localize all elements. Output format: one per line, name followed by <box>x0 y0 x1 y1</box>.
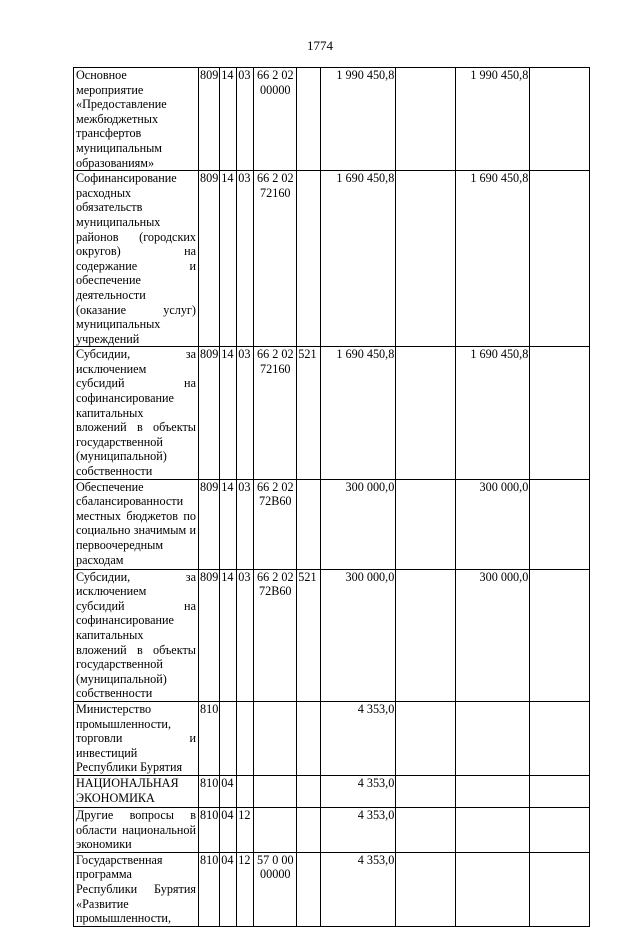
subsection-cell: 12 <box>237 852 254 926</box>
amount-extra-cell <box>530 807 590 852</box>
amount-extra-cell <box>530 569 590 701</box>
expense-type-cell <box>297 68 321 171</box>
target-article-cell: 66 2 02 72160 <box>254 347 297 479</box>
subsection-cell: 03 <box>237 171 254 347</box>
section-cell: 14 <box>220 569 237 701</box>
amount-federal-cell <box>396 68 456 171</box>
section-cell <box>220 701 237 775</box>
description-cell: Другие вопросы в области национальной экономики <box>74 807 199 852</box>
amount-extra-cell <box>530 347 590 479</box>
amount-regional-cell: 300 000,0 <box>456 479 530 569</box>
subsection-cell <box>237 775 254 807</box>
section-cell: 14 <box>220 479 237 569</box>
subsection-cell: 03 <box>237 68 254 171</box>
description-cell: Обеспечение сбалансированности местных бюджетов по социально значимым и первоочередным расходам <box>74 479 199 569</box>
amount-federal-cell <box>396 807 456 852</box>
grbs-cell: 809 <box>199 68 220 171</box>
page-number: 1774 <box>307 38 333 53</box>
table-row <box>74 852 590 926</box>
amount-extra-cell <box>530 68 590 171</box>
amount-regional-cell: 300 000,0 <box>456 569 530 701</box>
target-article-cell <box>254 701 297 775</box>
description-cell: Субсидии, за исключением субсидий на софинансирование капитальных вложений в объекты государственной (муниципальной) собственности <box>74 569 199 701</box>
table-row <box>74 171 590 347</box>
table-row <box>74 479 590 569</box>
target-article-cell <box>254 807 297 852</box>
subsection-cell: 03 <box>237 479 254 569</box>
grbs-cell: 810 <box>199 775 220 807</box>
grbs-cell: 810 <box>199 852 220 926</box>
amount-extra-cell <box>530 701 590 775</box>
grbs-cell: 809 <box>199 479 220 569</box>
target-article-cell: 66 2 02 72В60 <box>254 569 297 701</box>
table-row <box>74 569 590 701</box>
amount-regional-cell <box>456 701 530 775</box>
amount-extra-cell <box>530 775 590 807</box>
description-cell: Государственная программа Республики Бурятия «Развитие промышленности, <box>74 852 199 926</box>
grbs-cell: 810 <box>199 807 220 852</box>
section-cell: 04 <box>220 775 237 807</box>
subsection-cell <box>237 701 254 775</box>
section-cell: 04 <box>220 807 237 852</box>
amount-extra-cell <box>530 852 590 926</box>
expense-type-cell <box>297 807 321 852</box>
table-row <box>74 68 590 171</box>
subsection-cell: 03 <box>237 569 254 701</box>
amount-total-cell: 4 353,0 <box>321 807 396 852</box>
expense-type-cell: 521 <box>297 347 321 479</box>
amount-federal-cell <box>396 852 456 926</box>
description-cell: Софинансирование расходных обязательств муниципальных районов (городских округов) на содержание и обеспечение деятельности (оказание услуг) муниципальных учреждений <box>74 171 199 347</box>
target-article-cell: 66 2 02 00000 <box>254 68 297 171</box>
amount-regional-cell: 1 690 450,8 <box>456 347 530 479</box>
target-article-cell: 57 0 00 00000 <box>254 852 297 926</box>
grbs-cell: 809 <box>199 569 220 701</box>
budget-table <box>73 67 590 927</box>
amount-federal-cell <box>396 347 456 479</box>
amount-total-cell: 1 690 450,8 <box>321 171 396 347</box>
description-cell: Субсидии, за исключением субсидий на софинансирование капитальных вложений в объекты государственной (муниципальной) собственности <box>74 347 199 479</box>
section-cell: 14 <box>220 347 237 479</box>
amount-federal-cell <box>396 479 456 569</box>
amount-extra-cell <box>530 479 590 569</box>
amount-regional-cell <box>456 775 530 807</box>
description-cell: НАЦИОНАЛЬНАЯ ЭКОНОМИКА <box>74 775 199 807</box>
target-article-cell: 66 2 02 72160 <box>254 171 297 347</box>
expense-type-cell <box>297 171 321 347</box>
amount-total-cell: 1 690 450,8 <box>321 347 396 479</box>
target-article-cell <box>254 775 297 807</box>
amount-total-cell: 300 000,0 <box>321 479 396 569</box>
table-row <box>74 775 590 807</box>
amount-regional-cell: 1 690 450,8 <box>456 171 530 347</box>
subsection-cell: 12 <box>237 807 254 852</box>
amount-extra-cell <box>530 171 590 347</box>
target-article-cell: 66 2 02 72В60 <box>254 479 297 569</box>
section-cell: 04 <box>220 852 237 926</box>
expense-type-cell <box>297 701 321 775</box>
amount-federal-cell <box>396 775 456 807</box>
expense-type-cell: 521 <box>297 569 321 701</box>
expense-type-cell <box>297 479 321 569</box>
amount-federal-cell <box>396 171 456 347</box>
grbs-cell: 809 <box>199 171 220 347</box>
table-row <box>74 701 590 775</box>
amount-regional-cell <box>456 807 530 852</box>
amount-federal-cell <box>396 569 456 701</box>
amount-total-cell: 4 353,0 <box>321 775 396 807</box>
subsection-cell: 03 <box>237 347 254 479</box>
amount-regional-cell: 1 990 450,8 <box>456 68 530 171</box>
table-row <box>74 807 590 852</box>
expense-type-cell <box>297 775 321 807</box>
amount-total-cell: 4 353,0 <box>321 701 396 775</box>
amount-total-cell: 300 000,0 <box>321 569 396 701</box>
expense-type-cell <box>297 852 321 926</box>
section-cell: 14 <box>220 171 237 347</box>
section-cell: 14 <box>220 68 237 171</box>
amount-regional-cell <box>456 852 530 926</box>
table-row <box>74 347 590 479</box>
amount-total-cell: 1 990 450,8 <box>321 68 396 171</box>
description-cell: Министерство промышленности, торговли и инвестиций Республики Бурятия <box>74 701 199 775</box>
amount-federal-cell <box>396 701 456 775</box>
amount-total-cell: 4 353,0 <box>321 852 396 926</box>
description-cell: Основное мероприятие «Предоставление межбюджетных трансфертов муниципальным образованиям» <box>74 68 199 171</box>
grbs-cell: 810 <box>199 701 220 775</box>
grbs-cell: 809 <box>199 347 220 479</box>
